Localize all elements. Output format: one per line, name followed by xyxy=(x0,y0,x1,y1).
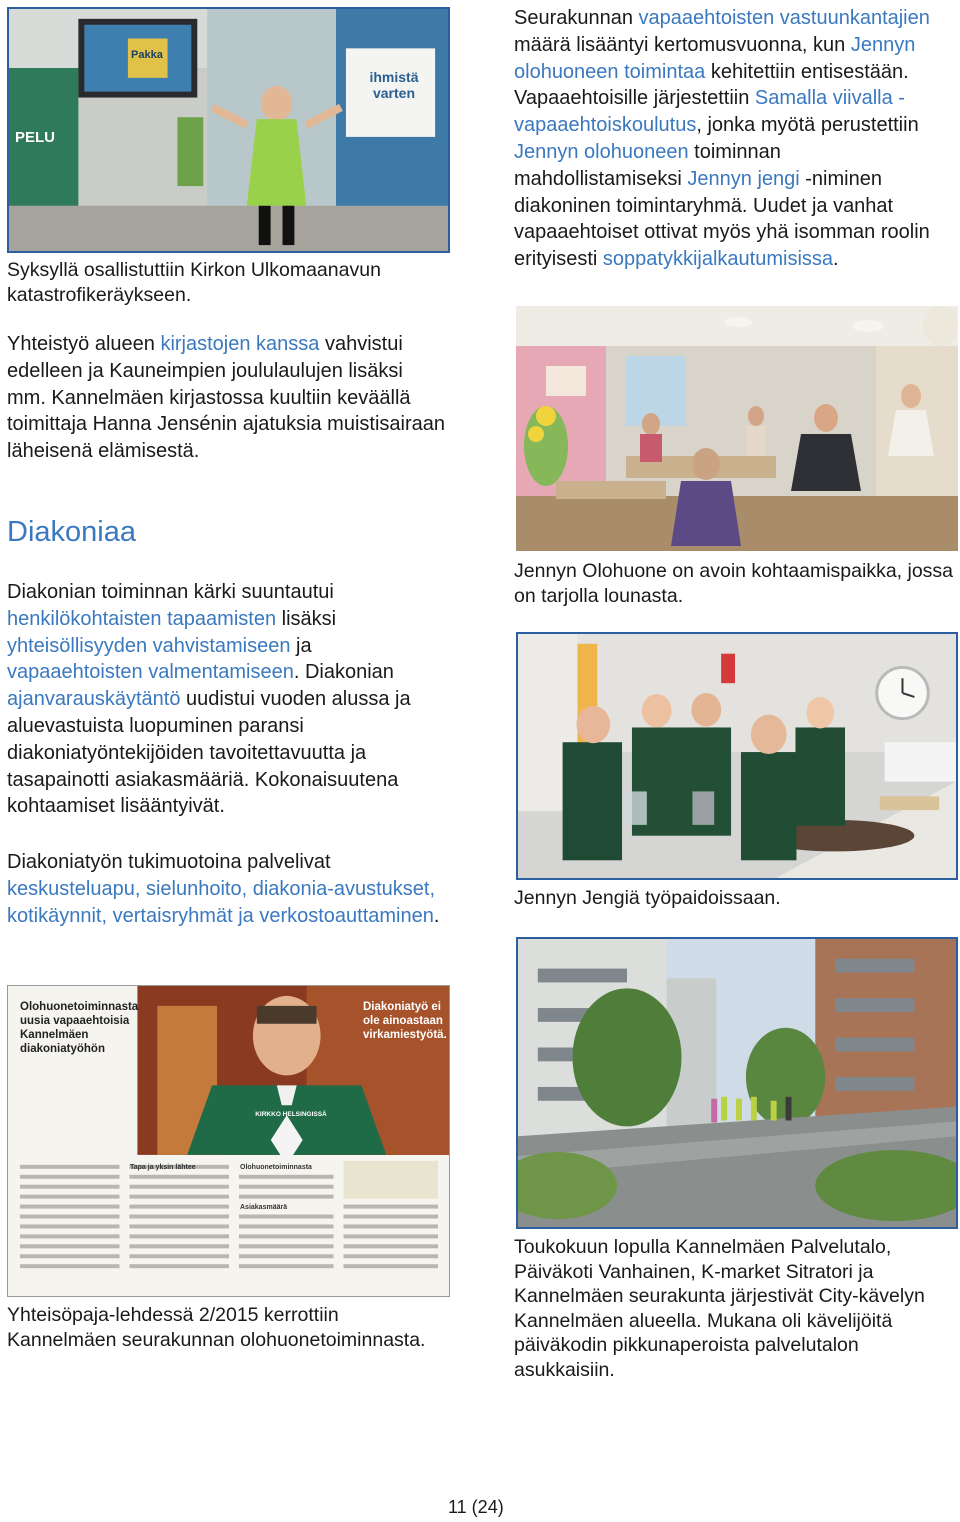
highlight: kirjastojen kanssa xyxy=(160,333,320,355)
text: -niminen diakoninen toimintaryhmä. Uudet ja vanhat vapaaehtoiset ottivat myös yhä isomman roolin erityisesti xyxy=(514,167,930,271)
highlight: henkilökohtaisten tapaamisten xyxy=(7,607,277,630)
text: , jonka myötä perustettiin xyxy=(696,114,919,137)
city-walk-graphic xyxy=(518,939,956,1227)
photo-city-walk xyxy=(516,937,958,1229)
magazine-shirt-text: KIRKKO HELSINGISSÄ xyxy=(255,1111,327,1118)
caption-disaster: Syksyllä osallistuttiin Kirkon Ulkomaanavun katastrofikeräykseen. xyxy=(7,259,381,306)
disaster-sign-text: ihmistä varten xyxy=(369,69,419,101)
highlight: keskusteluapu, sielunhoito, diakonia-avustukset, kotikäynnit, vertaisryhmät ja verkostoauttaminen xyxy=(7,877,436,927)
text: uudistui vuoden alussa ja aluevastuista luopuminen paransi diakoniatyöntekijöiden tavoitettavuutta ja tasapainotti asiakasmääriä. Kokonaisuutena kohtaamiset lisääntyivät. xyxy=(7,688,411,818)
paragraph-diakonia-2 xyxy=(7,849,447,929)
text: Diakoniatyön tukimuotoina palvelivat xyxy=(7,851,331,873)
highlight: Jennyn olohuoneen xyxy=(514,140,689,163)
text: Diakonian toiminnan kärki suuntautui xyxy=(7,581,334,603)
disaster-photo-graphic xyxy=(9,9,448,251)
section-heading-diakoniaa: Diakoniaa xyxy=(7,516,136,548)
caption-city-walk: Toukokuun lopulla Kannelmäen Palvelutalo, Päiväkoti Vanhainen, K-market Sitratori ja Kannelmäen seurakunta järjestivät City-kävelyn Kannelmäen alueella. Mukana oli kävelijöitä päiväkodin pikkunaperoista palvelutalon asukkaisiin. xyxy=(514,1236,925,1381)
text: . Diakonian xyxy=(293,661,394,684)
highlight: vapaaehtoisten valmentamiseen xyxy=(7,661,294,684)
text: Yhteistyö alueen xyxy=(7,333,161,355)
magazine-subheading-3: Asiakasmäärä xyxy=(240,1204,288,1211)
text: lisäksi xyxy=(276,607,337,630)
text: määrä lisääntyi kertomusvuonna, kun xyxy=(514,33,851,56)
text: . xyxy=(433,904,440,927)
photo-magazine xyxy=(7,985,450,1297)
highlight: yhteisöllisyyden vahvistamiseen xyxy=(7,634,291,657)
highlight: soppatykkijalkautumisissa xyxy=(602,248,834,271)
caption-jennyn-jengi: Jennyn Jengiä työpaidoissaan. xyxy=(514,887,781,909)
highlight: Jennyn olohuoneen toimintaa xyxy=(514,33,916,83)
text: Seurakunnan xyxy=(514,7,639,29)
text: ja xyxy=(290,634,312,657)
disaster-wall-text: PELU xyxy=(15,129,56,146)
highlight: Samalla viivalla -vapaaehtoiskoulutus xyxy=(514,87,905,137)
photo-disaster-collection xyxy=(7,7,450,253)
magazine-quote: Diakoniatyö ei ole ainoastaan virkamiestyötä. xyxy=(363,1001,447,1041)
magazine-subheading-2: Olohuonetoiminnasta xyxy=(240,1164,312,1171)
jengi-graphic xyxy=(518,634,956,878)
paragraph-volunteers xyxy=(514,5,954,273)
paragraph-diakonia-1 xyxy=(7,579,447,820)
highlight: ajanvarauskäytäntö xyxy=(7,688,181,711)
text: . xyxy=(833,248,839,271)
page-number: 11 (24) xyxy=(448,1497,504,1517)
text: vahvistui edelleen ja Kauneimpien joululaulujen lisäksi mm. Kannelmäen kirjastossa kuultiin keväällä toimittaja Hanna Jensénin ajatuksia muistisairaan läheisenä elämisestä. xyxy=(7,333,446,463)
text: toiminnan mahdollistamiseksi xyxy=(514,140,781,190)
caption-magazine: Yhteisöpaja-lehdessä 2/2015 kerrottiin Kannelmäen seurakunnan olohuonetoiminnasta. xyxy=(7,1304,426,1351)
living-room-graphic xyxy=(516,306,958,551)
highlight: Jennyn jengi xyxy=(687,167,800,190)
disaster-screen-text: Pakka xyxy=(131,49,163,61)
magazine-subheading-1: Tapa ja yksin lähtee xyxy=(130,1164,196,1171)
highlight: vapaaehtoisten vastuunkantajien xyxy=(638,7,930,29)
photo-living-room xyxy=(516,306,958,551)
caption-living-room: Jennyn Olohuone on avoin kohtaamispaikka, jossa on tarjolla lounasta. xyxy=(514,560,954,607)
text: kehitettiin entisestään. Vapaaehtoisille järjestettiin xyxy=(514,60,909,110)
magazine-title: Olohuonetoiminnasta uusia vapaaehtoisia Kannelmäen diakoniatyöhön xyxy=(20,1001,139,1055)
paragraph-libraries xyxy=(7,331,447,465)
photo-jennyn-jengi xyxy=(516,632,958,880)
